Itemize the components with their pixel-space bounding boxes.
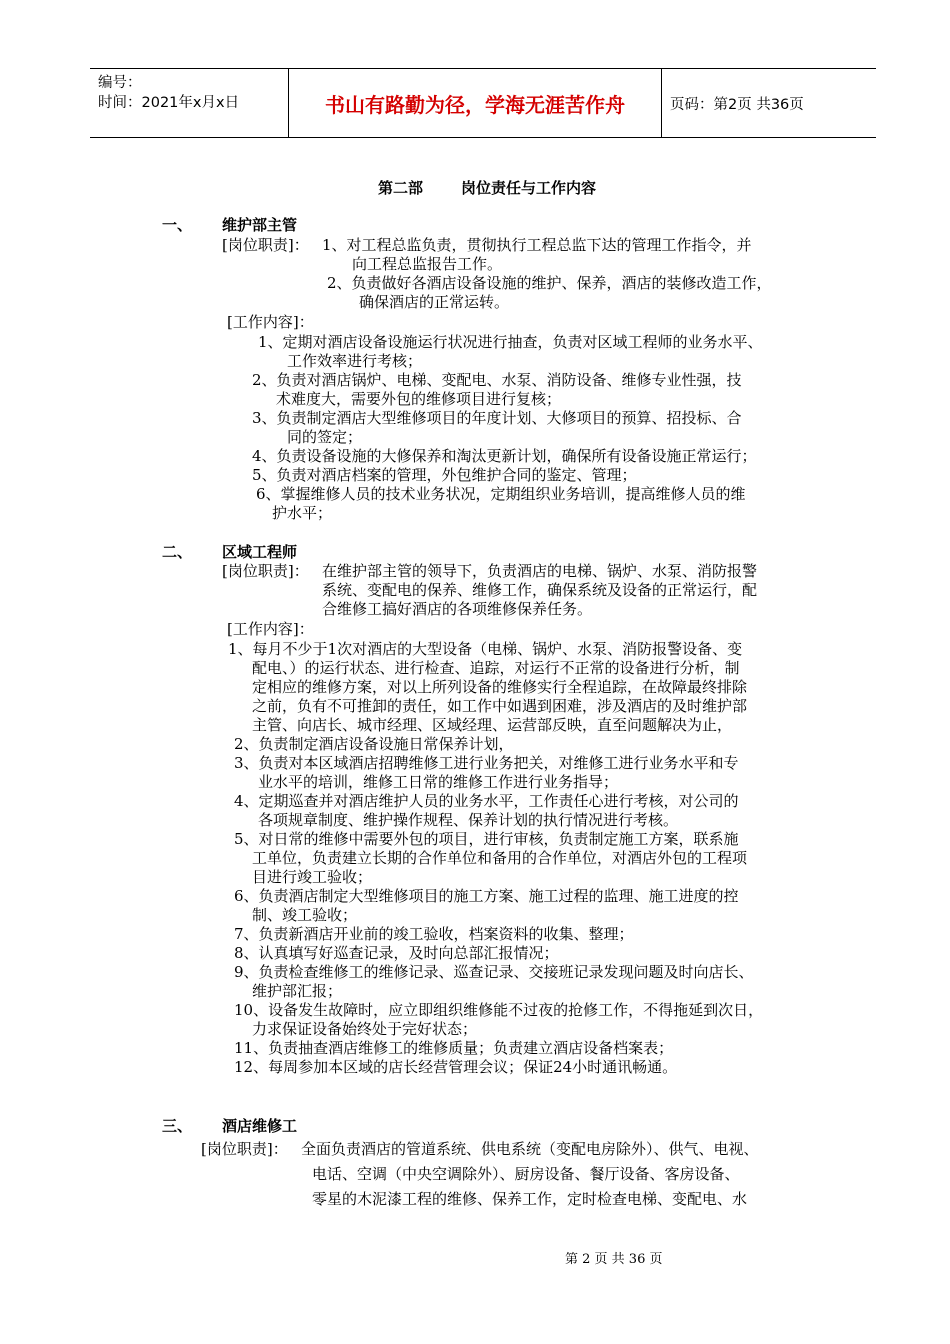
section-2-work-line: 定相应的维修方案，对以上所列设备的维修实行全程追踪，在故障最终排除 <box>252 678 748 696</box>
section-1-title: 维护部主管 <box>222 216 298 234</box>
section-2-work-line: 制、竣工验收； <box>252 906 358 924</box>
section-2-work-line: 10、设备发生故障时，应立即组织维修能不过夜的抢修工作，不得拖延到次日， <box>234 1001 764 1019</box>
section-3-title: 酒店维修工 <box>222 1117 298 1135</box>
section-2-work-line: 2、负责制定酒店设备设施日常保养计划， <box>234 735 514 753</box>
section-2-work-line: 11、负责抽查酒店维修工的维修质量；负责建立酒店设备档案表； <box>234 1039 674 1057</box>
section-2-work-line: 配电、）的运行状态、进行检查、追踪，对运行不正常的设备进行分析，制 <box>252 659 740 677</box>
header-page-info: 页码：第2页 共36页 <box>670 96 804 113</box>
section-2-title: 区域工程师 <box>222 543 298 561</box>
header-motto: 书山有路勤为径，学海无涯苦作舟 <box>288 69 662 137</box>
section-1-duty-line: 确保酒店的正常运转。 <box>359 293 510 311</box>
section-2-work-line: 力求保证设备始终处于完好状态； <box>252 1020 478 1038</box>
section-2-work-line: 3、负责对本区域酒店招聘维修工进行业务把关，对维修工进行业务水平和专 <box>234 754 739 772</box>
section-2-duty-line: 合维修工搞好酒店的各项维修保养任务。 <box>322 600 593 618</box>
section-1-work-line: 1、定期对酒店设备设施运行状况进行抽查，负责对区域工程师的业务水平、 <box>258 333 763 351</box>
section-3-duty-line: 全面负责酒店的管道系统、供电系统（变配电房除外）、供气、电视、 <box>301 1140 759 1158</box>
section-1-duty-line: 1、对工程总监负责，贯彻执行工程总监下达的管理工作指令，并 <box>322 236 752 254</box>
section-1-work-label: [工作内容]： <box>227 313 314 331</box>
section-1-work-line: 护水平； <box>272 504 333 522</box>
section-3-duty-line: 零星的木泥漆工程的维修、保养工作，定时检查电梯、变配电、水 <box>312 1190 748 1208</box>
part-number: 第二部 <box>378 179 424 197</box>
section-1-duty-line: 向工程总监报告工作。 <box>352 255 503 273</box>
section-1-work-line: 4、负责设备设施的大修保养和淘汰更新计划，确保所有设备设施正常运行； <box>252 447 757 465</box>
document-number-label: 编号： <box>98 75 142 91</box>
section-2-work-line: 8、认真填写好巡查记录，及时向总部汇报情况； <box>234 944 559 962</box>
section-3-duty-label: [岗位职责]： <box>201 1140 288 1158</box>
section-2-number: 二、 <box>162 543 193 561</box>
section-2-duty-line: 系统、变配电的保养、维修工作，确保系统及设备的正常运行，配 <box>322 581 758 599</box>
document-time-label: 时间：2021年x月x日 <box>98 95 240 111</box>
header-meta <box>90 69 288 137</box>
section-2-work-line: 主管、向店长、城市经理、区域经理、运营部反映，直至问题解决为止， <box>252 716 733 734</box>
section-2-work-line: 工单位，负责建立长期的合作单位和备用的合作单位，对酒店外包的工程项 <box>252 849 748 867</box>
section-2-work-line: 之前，负有不可推卸的责任，如工作中如遇到困难，涉及酒店的及时维护部 <box>252 697 748 715</box>
part-title <box>378 179 596 198</box>
section-2-duty-label: [岗位职责]： <box>222 562 309 580</box>
section-2-work-line: 5、对日常的维修中需要外包的项目，进行审核，负责制定施工方案，联系施 <box>234 830 739 848</box>
section-1-work-line: 同的签定； <box>287 428 363 446</box>
section-1-work-line: 工作效率进行考核； <box>287 352 423 370</box>
part-heading: 岗位责任与工作内容 <box>461 179 597 197</box>
section-1-work-line: 2、负责对酒店锅炉、电梯、变配电、水泵、消防设备、维修专业性强，技 <box>252 371 742 389</box>
section-2-work-line: 9、负责检查维修工的维修记录、巡查记录、交接班记录发现问题及时向店长、 <box>234 963 754 981</box>
section-2-work-line: 目进行竣工验收； <box>252 868 373 886</box>
section-3-number: 三、 <box>162 1117 193 1135</box>
section-2-work-label: [工作内容]： <box>227 620 314 638</box>
section-1-number: 一、 <box>162 216 193 234</box>
page-header <box>90 68 876 138</box>
section-1-duty-label: [岗位职责]： <box>222 236 309 254</box>
section-3-duty-line: 电话、空调（中央空调除外）、厨房设备、餐厅设备、客房设备、 <box>312 1165 740 1183</box>
section-2-work-line: 6、负责酒店制定大型维修项目的施工方案、施工过程的监理、施工进度的控 <box>234 887 739 905</box>
section-2-work-line: 12、每周参加本区域的店长经营管理会议；保证24小时通讯畅通。 <box>234 1058 678 1076</box>
section-1-work-line: 3、负责制定酒店大型维修项目的年度计划、大修项目的预算、招投标、合 <box>252 409 742 427</box>
section-1-duty-line: 2、负责做好各酒店设备设施的维护、保养，酒店的装修改造工作， <box>327 274 772 292</box>
section-2-work-line: 4、定期巡查并对酒店维护人员的业务水平，工作责任心进行考核，对公司的 <box>234 792 739 810</box>
section-2-work-line: 业水平的培训，维修工日常的维修工作进行业务指导； <box>258 773 619 791</box>
section-1-work-line: 6、掌握维修人员的技术业务状况，定期组织业务培训，提高维修人员的维 <box>256 485 746 503</box>
section-2-work-line: 7、负责新酒店开业前的竣工验收，档案资料的收集、整理； <box>234 925 634 943</box>
page-footer: 第 2 页 共 36 页 <box>565 1252 663 1267</box>
section-1-work-line: 术难度大，需要外包的维修项目进行复核； <box>276 390 562 408</box>
section-2-duty-line: 在维护部主管的领导下，负责酒店的电梯、锅炉、水泵、消防报警 <box>322 562 758 580</box>
section-2-work-line: 维护部汇报； <box>252 982 343 1000</box>
section-2-work-line: 各项规章制度、维护操作规程、保养计划的执行情况进行考核。 <box>258 811 679 829</box>
section-1-work-line: 5、负责对酒店档案的管理，外包维护合同的鉴定、管理； <box>252 466 637 484</box>
section-2-work-line: 1、每月不少于1次对酒店的大型设备（电梯、锅炉、水泵、消防报警设备、变 <box>228 640 743 658</box>
